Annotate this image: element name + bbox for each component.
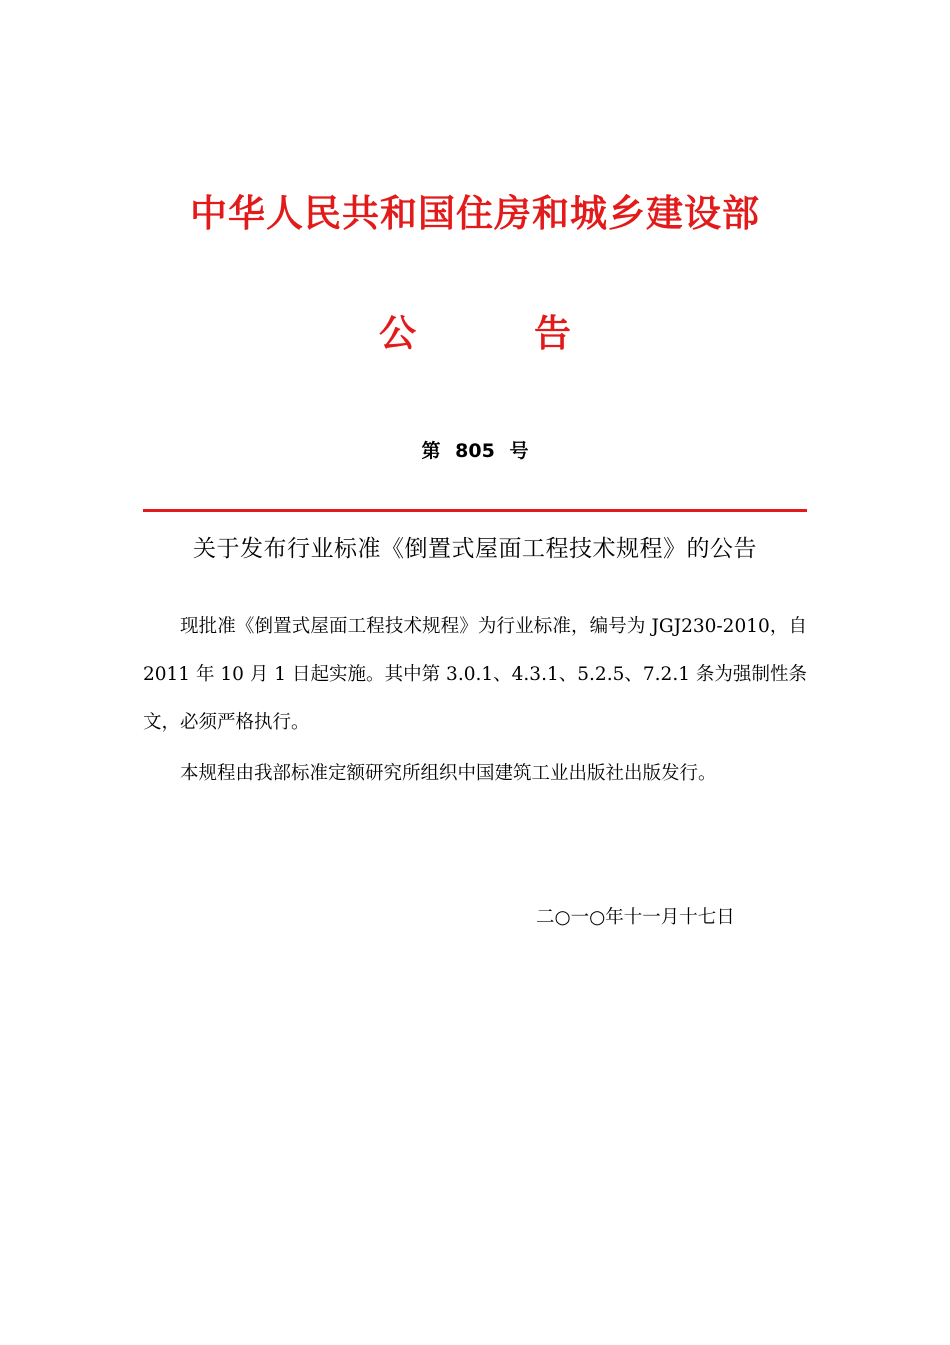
number-suffix: 号 <box>509 440 529 462</box>
announcement-char-1: 公 <box>379 312 416 355</box>
body-paragraph: 现批准《倒置式屋面工程技术规程》为行业标准，编号为 JGJ230-2010，自 2011 年 10 月 1 日起实施。其中第 3.0.1、4.3.1、5.2.5、7.2.1 条为强制性条文，必须严格执行。 <box>143 616 807 733</box>
announcement-heading <box>0 308 950 360</box>
body-paragraph: 本规程由我部标准定额研究所组织中国建筑工业出版社出版发行。 <box>180 763 717 784</box>
number-value: 805 <box>455 440 495 462</box>
issuer-title: 中华人民共和国住房和城乡建设部 <box>190 192 760 235</box>
announcement-subject: 关于发布行业标准《倒置式屋面工程技术规程》的公告 <box>193 536 757 562</box>
number-prefix: 第 <box>421 440 441 462</box>
red-divider <box>143 509 807 512</box>
document-number <box>0 436 950 466</box>
issue-date: 二○一○年十一月十七日 <box>536 907 735 928</box>
announcement-body <box>143 603 807 798</box>
announcement-char-2: 告 <box>534 312 571 355</box>
